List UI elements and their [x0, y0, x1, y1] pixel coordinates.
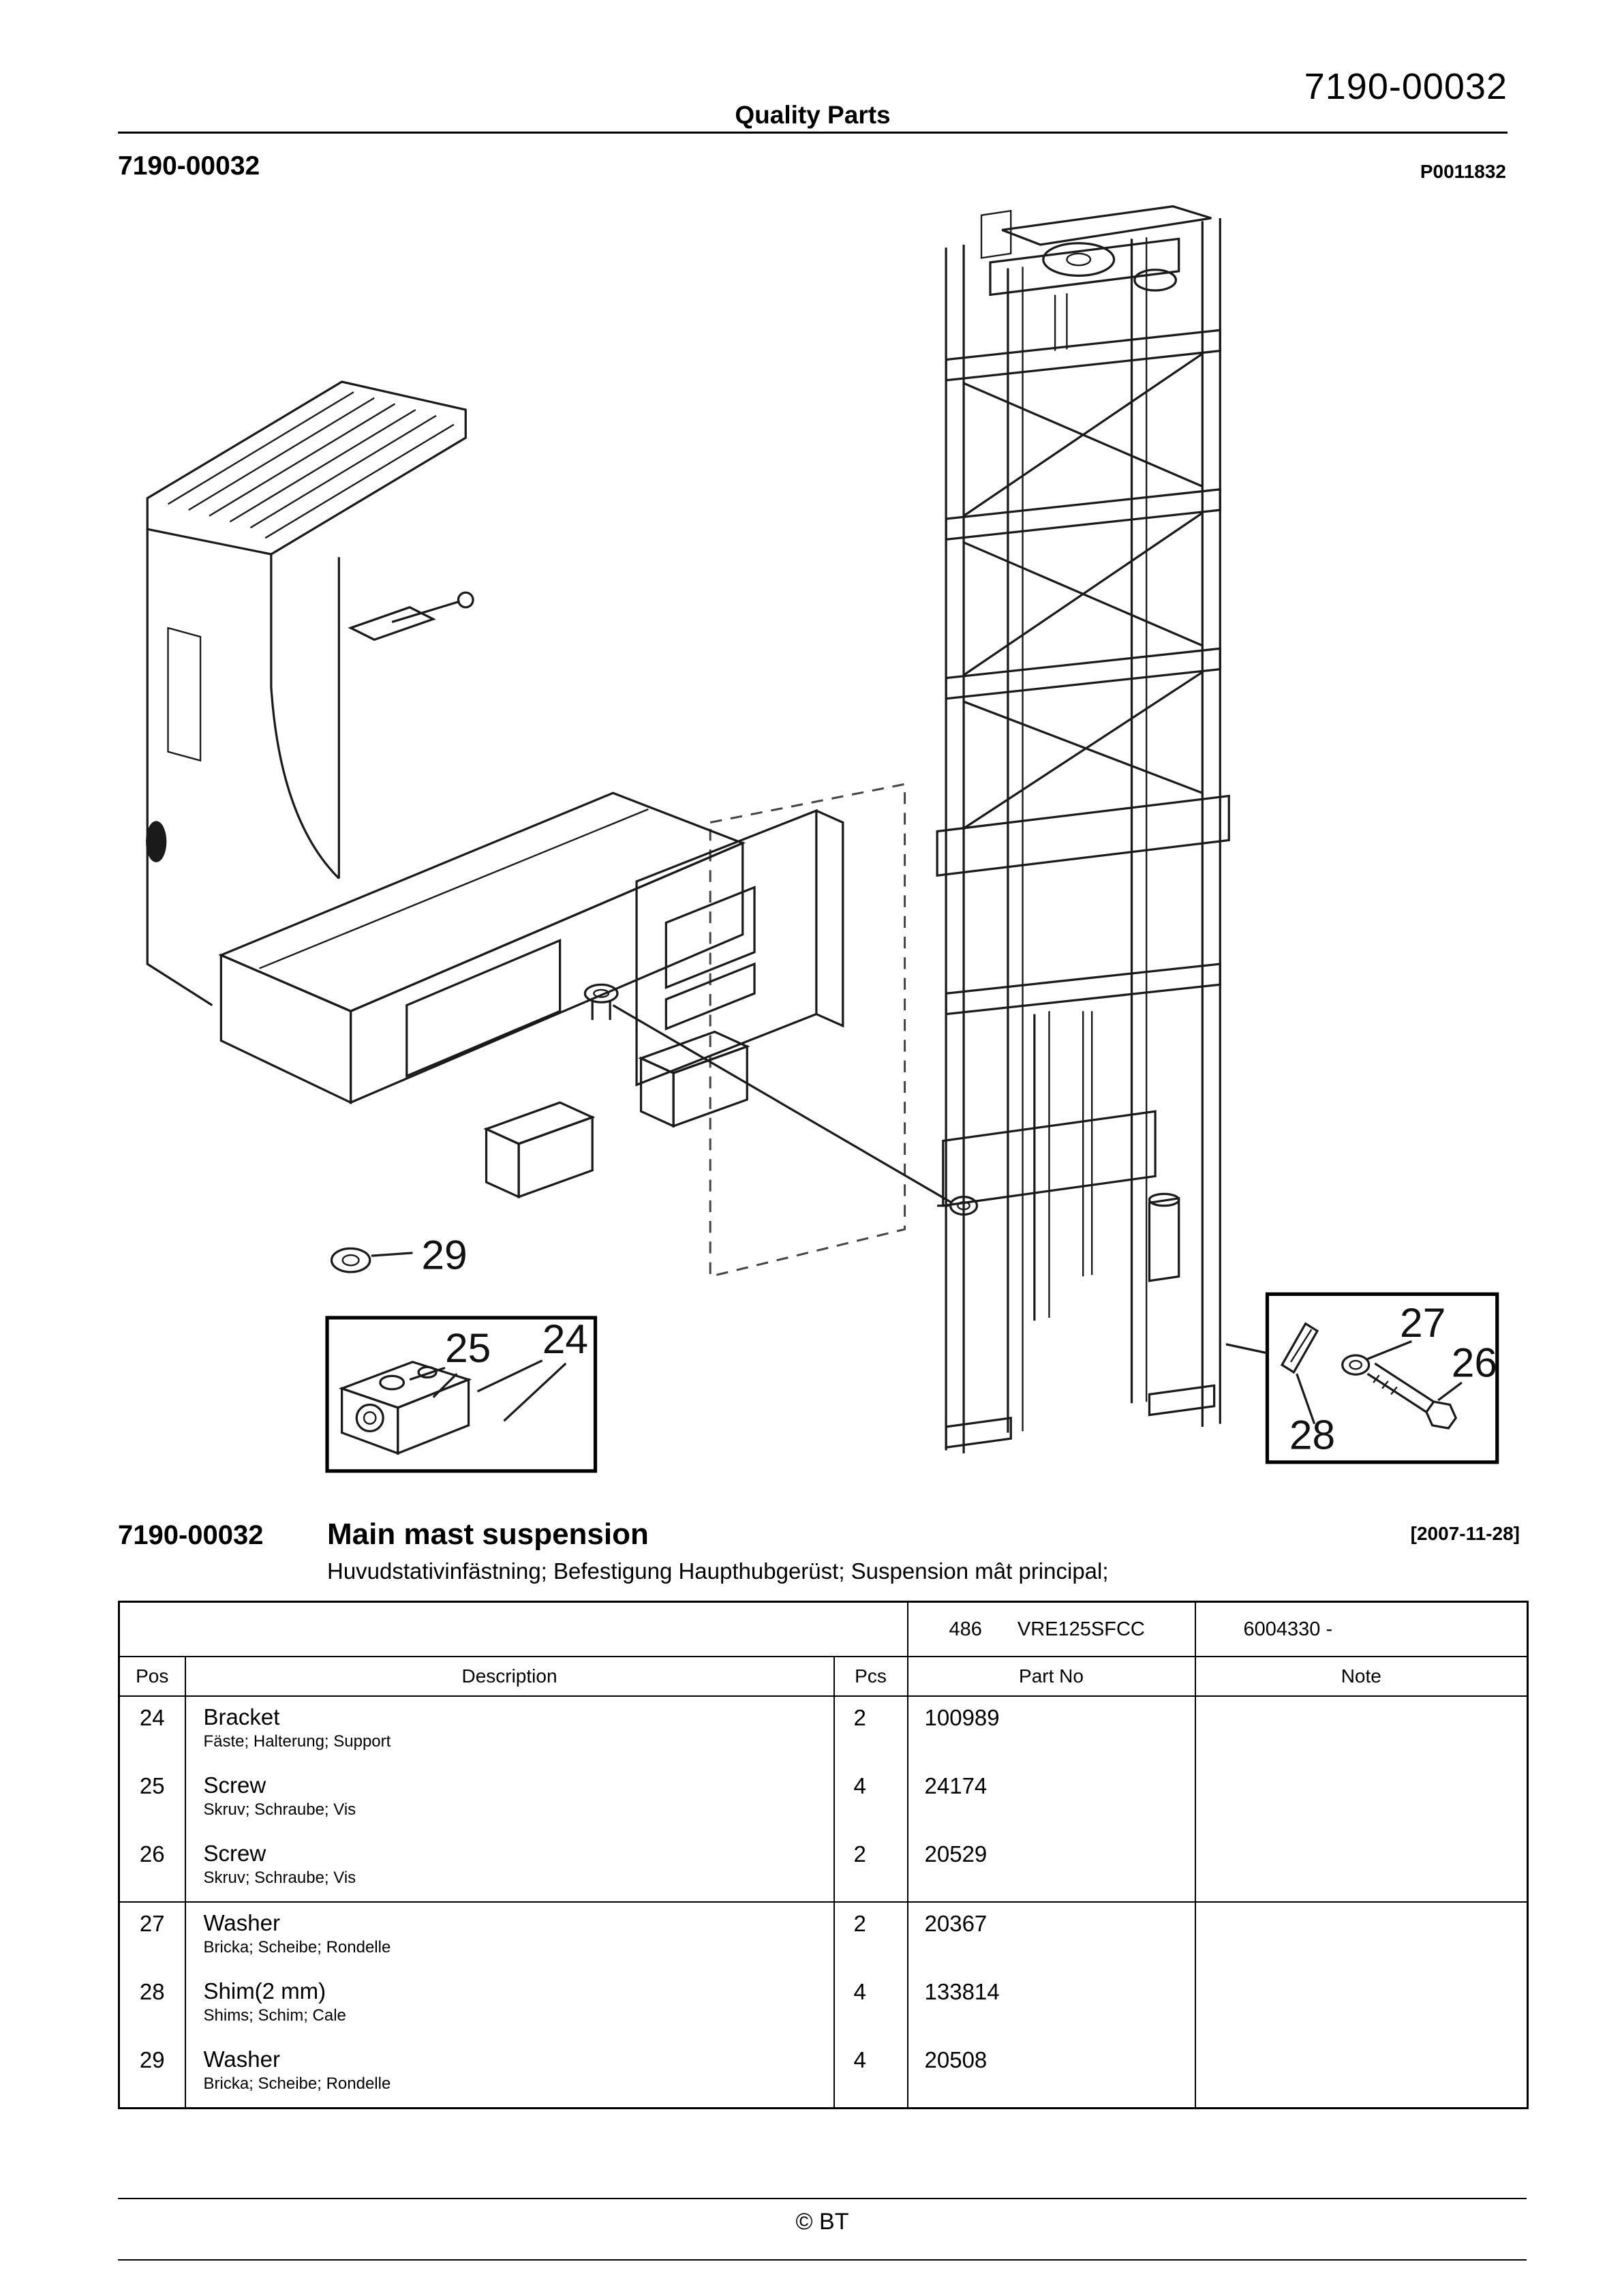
cell-part-no: 133814 [908, 1971, 1195, 2039]
col-header-note: Note [1195, 1657, 1528, 1696]
cell-pcs: 4 [834, 1971, 908, 2039]
cell-description: Bracket Fäste; Halterung; Support [185, 1696, 834, 1765]
doc-number-left: 7190-00032 [118, 151, 260, 181]
callout-28: 28 [1289, 1411, 1336, 1458]
cell-note [1195, 1902, 1528, 1971]
section-number: 7190-00032 [118, 1520, 264, 1550]
footer-rule-bottom [118, 2259, 1527, 2261]
section-subtitle: Huvudstativinfästning; Befestigung Haupthubgerüst; Suspension mât principal; [327, 1558, 1109, 1584]
cell-description: Washer Bricka; Scheibe; Rondelle [185, 1902, 834, 1971]
cell-note [1195, 1765, 1528, 1833]
model-name: VRE125SFCC [1017, 1618, 1145, 1640]
footer-rule-top [118, 2198, 1527, 2199]
cell-pos: 27 [119, 1902, 185, 1971]
quality-parts-title: Quality Parts [735, 101, 891, 129]
col-header-description: Description [185, 1657, 834, 1696]
callout-24: 24 [542, 1315, 589, 1362]
cell-note [1195, 2039, 1528, 2109]
parts-diagram [118, 185, 1527, 1505]
table-row [119, 1765, 1528, 1833]
vent-detail [146, 821, 166, 862]
cell-pcs: 2 [834, 1902, 908, 1971]
cell-pcs: 2 [834, 1696, 908, 1765]
parts-table [118, 1601, 1529, 2109]
callout-26: 26 [1451, 1339, 1498, 1386]
detail-box-bracket [327, 1316, 596, 1471]
cell-description: Screw Skruv; Schraube; Vis [185, 1833, 834, 1902]
table-row [119, 1971, 1528, 2039]
section-title: Main mast suspension [327, 1517, 649, 1551]
model-row-spacer [119, 1602, 908, 1657]
section-date: [2007-11-28] [1410, 1523, 1520, 1544]
section-block [118, 1517, 1527, 1584]
mast-drawing [937, 207, 1229, 1453]
model-row [119, 1602, 1528, 1657]
dashed-reference-box [710, 784, 904, 1276]
cell-pcs: 4 [834, 1765, 908, 1833]
table-row [119, 1696, 1528, 1765]
leader-line-main [613, 1006, 951, 1203]
cell-part-no: 24174 [908, 1765, 1195, 1833]
col-header-part-no: Part No [908, 1657, 1195, 1696]
cell-pos: 25 [139, 1773, 165, 1798]
col-header-pos: Pos [119, 1657, 185, 1696]
cell-pcs: 4 [834, 2039, 908, 2109]
callout-25: 25 [444, 1324, 491, 1371]
table-row [119, 1902, 1528, 1971]
cell-description: Screw Skruv; Schraube; Vis [185, 1765, 834, 1833]
serial-range: 6004330 - [1195, 1602, 1528, 1657]
header-rule [118, 132, 1508, 134]
callout-29-group [332, 1232, 468, 1278]
footer-copyright: © BT [795, 2209, 849, 2235]
cell-part-no: 100989 [908, 1696, 1195, 1765]
table-row [119, 1833, 1528, 1902]
callout-29: 29 [421, 1231, 468, 1278]
cell-pcs: 2 [834, 1833, 908, 1902]
truck-drawing [146, 382, 843, 1197]
cell-description: Washer Bricka; Scheibe; Rondelle [185, 2039, 834, 2109]
cell-part-no: 20529 [908, 1833, 1195, 1902]
cell-pos: 24 [139, 1705, 165, 1730]
plate-code: P0011832 [1420, 161, 1506, 182]
table-row [119, 2039, 1528, 2109]
model-cell [908, 1602, 1195, 1657]
table-header-row [119, 1657, 1528, 1696]
cell-part-no: 20508 [908, 2039, 1195, 2109]
cell-pos: 26 [139, 1841, 165, 1867]
cell-note [1195, 1971, 1528, 2039]
cell-pos: 29 [139, 2047, 165, 2072]
model-code: 486 [949, 1618, 982, 1640]
detail-box-hardware [1226, 1294, 1497, 1462]
doc-number-top: 7190-00032 [1304, 66, 1508, 107]
callout-27: 27 [1400, 1299, 1446, 1346]
cell-note [1195, 1833, 1528, 1902]
cell-description: Shim(2 mm) Shims; Schim; Cale [185, 1971, 834, 2039]
cell-pos: 28 [139, 1979, 165, 2004]
col-header-pcs: Pcs [834, 1657, 908, 1696]
cell-part-no: 20367 [908, 1902, 1195, 1971]
cell-note [1195, 1696, 1528, 1765]
